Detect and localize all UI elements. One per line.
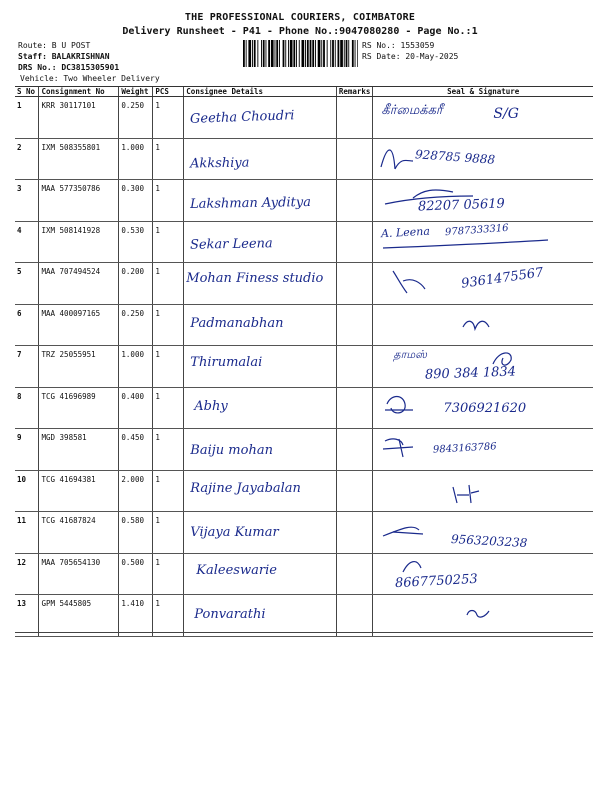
table-row bbox=[15, 553, 593, 595]
consignee-name: Ponvarathi bbox=[194, 607, 266, 622]
cell-sno: 10 bbox=[15, 470, 39, 512]
cell-pcs: 1 bbox=[153, 138, 184, 180]
signature-scribble bbox=[373, 471, 591, 511]
cell-consignee bbox=[184, 512, 337, 554]
cell-signature bbox=[373, 429, 593, 471]
consignee-name: Padmanabhan bbox=[190, 315, 284, 331]
rs-date-label: RS Date: bbox=[362, 52, 401, 61]
cell-sno: 11 bbox=[15, 512, 39, 554]
cell-sno: 3 bbox=[15, 180, 39, 222]
receiver-phone-number: 928785 9888 bbox=[415, 146, 496, 167]
cell-weight: 0.250 bbox=[119, 97, 153, 139]
receiver-phone-number: 9787333316 bbox=[445, 222, 510, 238]
cell-remarks bbox=[336, 304, 373, 346]
cell-signature bbox=[373, 304, 593, 346]
cell-weight: 0.400 bbox=[119, 387, 153, 429]
table-row bbox=[15, 263, 593, 305]
staff-line bbox=[18, 51, 110, 62]
cell-sno: 13 bbox=[15, 595, 39, 637]
cell-remarks bbox=[336, 429, 373, 471]
cell-pcs: 1 bbox=[153, 553, 184, 595]
consignee-name: Lakshman Ayditya bbox=[190, 194, 312, 213]
column-header-signature: Seal & Signature bbox=[373, 87, 593, 97]
consignee-name: Rajine Jayabalan bbox=[190, 480, 301, 496]
cell-consignment: GPM 5445805 bbox=[39, 595, 119, 637]
cell-signature bbox=[373, 180, 593, 222]
rs-date-value: 20-May-2025 bbox=[405, 52, 459, 61]
cell-remarks bbox=[336, 263, 373, 305]
cell-consignment: MAA 707494524 bbox=[39, 263, 119, 305]
cell-sno: 7 bbox=[15, 346, 39, 388]
cell-consignment: IXM 508355801 bbox=[39, 138, 119, 180]
cell-signature bbox=[373, 512, 593, 554]
table-header-row bbox=[15, 87, 593, 97]
cell-consignment: MAA 705654130 bbox=[39, 553, 119, 595]
column-header-consignment: Consignment No bbox=[39, 87, 119, 97]
route-line bbox=[18, 40, 90, 51]
cell-consignee bbox=[184, 263, 337, 305]
cell-signature bbox=[373, 97, 593, 139]
barcode bbox=[243, 40, 358, 67]
drs-label: DRS No.: bbox=[18, 63, 57, 72]
cell-pcs: 1 bbox=[153, 387, 184, 429]
cell-pcs: 1 bbox=[153, 221, 184, 263]
cell-weight: 1.000 bbox=[119, 138, 153, 180]
table-row bbox=[15, 595, 593, 637]
cell-signature bbox=[373, 221, 593, 263]
table-row bbox=[15, 138, 593, 180]
consignee-name: Baiju mohan bbox=[190, 443, 273, 458]
receiver-signature-name: தாமஸ் bbox=[393, 348, 428, 361]
table-row bbox=[15, 387, 593, 429]
cell-consignee bbox=[184, 595, 337, 637]
consignee-name: Mohan Finess studio bbox=[186, 271, 324, 286]
cell-sno: 9 bbox=[15, 429, 39, 471]
signature-scribble bbox=[373, 305, 591, 345]
rs-no-line bbox=[362, 40, 434, 51]
cell-weight: 0.300 bbox=[119, 180, 153, 222]
cell-remarks bbox=[336, 138, 373, 180]
cell-consignee bbox=[184, 470, 337, 512]
runsheet-table bbox=[15, 86, 593, 637]
cell-signature bbox=[373, 387, 593, 429]
receiver-phone-number: 9361475567 bbox=[460, 265, 545, 292]
cell-consignment: IXM 508141928 bbox=[39, 221, 119, 263]
cell-consignment: TRZ 25055951 bbox=[39, 346, 119, 388]
cell-consignee bbox=[184, 180, 337, 222]
table-row bbox=[15, 429, 593, 471]
cell-sno: 8 bbox=[15, 387, 39, 429]
cell-pcs: 1 bbox=[153, 97, 184, 139]
consignee-name: Sekar Leena bbox=[190, 235, 274, 253]
cell-weight: 1.410 bbox=[119, 595, 153, 637]
consignee-name: Vijaya Kumar bbox=[190, 525, 279, 540]
cell-weight: 0.530 bbox=[119, 221, 153, 263]
receiver-signature-name: A. Leena bbox=[381, 224, 431, 240]
cell-pcs: 1 bbox=[153, 304, 184, 346]
cell-weight: 1.000 bbox=[119, 346, 153, 388]
cell-weight: 0.580 bbox=[119, 512, 153, 554]
table-row bbox=[15, 97, 593, 139]
cell-consignee bbox=[184, 138, 337, 180]
signature-scribble bbox=[373, 222, 591, 262]
consignee-name: Thirumalai bbox=[190, 355, 263, 370]
route-label: Route: bbox=[18, 41, 47, 50]
cell-weight: 0.200 bbox=[119, 263, 153, 305]
cell-consignee bbox=[184, 304, 337, 346]
cell-consignee bbox=[184, 346, 337, 388]
route-value: B U POST bbox=[51, 41, 91, 50]
column-header-pcs: PCS bbox=[153, 87, 184, 97]
consignee-name: Abhy bbox=[194, 398, 228, 414]
cell-consignment: KRR 30117101 bbox=[39, 97, 119, 139]
cell-signature bbox=[373, 470, 593, 512]
column-header-sno: S No bbox=[15, 87, 39, 97]
cell-consignment: TCG 41696989 bbox=[39, 387, 119, 429]
cell-sno: 4 bbox=[15, 221, 39, 263]
cell-remarks bbox=[336, 180, 373, 222]
cell-consignee bbox=[184, 553, 337, 595]
cell-signature bbox=[373, 138, 593, 180]
cell-sno: 1 bbox=[15, 97, 39, 139]
table-row bbox=[15, 346, 593, 388]
consignee-name: Akkshiya bbox=[190, 154, 250, 172]
receiver-phone-number: 8667750253 bbox=[395, 571, 479, 591]
signature-scribble bbox=[373, 595, 591, 635]
consignee-name: Geetha Choudri bbox=[190, 108, 295, 127]
vehicle-line bbox=[20, 73, 160, 84]
cell-sno: 6 bbox=[15, 304, 39, 346]
rs-no-label: RS No.: bbox=[362, 41, 396, 50]
cell-weight: 0.250 bbox=[119, 304, 153, 346]
cell-remarks bbox=[336, 346, 373, 388]
rs-no-value: 1553059 bbox=[400, 41, 435, 50]
table-row bbox=[15, 470, 593, 512]
cell-sno: 12 bbox=[15, 553, 39, 595]
cell-pcs: 1 bbox=[153, 263, 184, 305]
receiver-phone-number: 890 384 1834 bbox=[425, 364, 517, 383]
receiver-phone-number: 9843163786 bbox=[433, 441, 498, 456]
drs-value: DC3815305901 bbox=[61, 63, 120, 72]
cell-signature bbox=[373, 595, 593, 637]
cell-pcs: 1 bbox=[153, 429, 184, 471]
consignee-name: Kaleeswarie bbox=[196, 562, 277, 578]
cell-pcs: 1 bbox=[153, 512, 184, 554]
column-header-consignee: Consignee Details bbox=[184, 87, 337, 97]
cell-sno: 2 bbox=[15, 138, 39, 180]
receiver-phone-number: 9563203238 bbox=[451, 532, 529, 550]
cell-consignment: MGD 398581 bbox=[39, 429, 119, 471]
cell-remarks bbox=[336, 221, 373, 263]
cell-consignee bbox=[184, 387, 337, 429]
cell-consignment: TCG 41694381 bbox=[39, 470, 119, 512]
vehicle-label: Vehicle: bbox=[20, 74, 59, 83]
cell-sno: 5 bbox=[15, 263, 39, 305]
cell-weight: 2.000 bbox=[119, 470, 153, 512]
table-row bbox=[15, 180, 593, 222]
cell-consignment: TCG 41687824 bbox=[39, 512, 119, 554]
cell-weight: 0.500 bbox=[119, 553, 153, 595]
rs-date-line bbox=[362, 51, 458, 62]
cell-consignment: MAA 400097165 bbox=[39, 304, 119, 346]
cell-remarks bbox=[336, 512, 373, 554]
cell-remarks bbox=[336, 595, 373, 637]
runsheet-title: Delivery Runsheet - P41 - Phone No.:9047080280 - Page No.:1 bbox=[122, 26, 478, 37]
vehicle-value: Two Wheeler Delivery bbox=[63, 74, 160, 83]
staff-label: Staff: bbox=[18, 52, 47, 61]
drs-line bbox=[18, 62, 119, 73]
staff-value: BALAKRISHNAN bbox=[51, 52, 110, 61]
cell-remarks bbox=[336, 553, 373, 595]
cell-consignment: MAA 577350786 bbox=[39, 180, 119, 222]
cell-signature bbox=[373, 346, 593, 388]
receiver-signature-name: கீர்மைக்கரீ bbox=[381, 103, 443, 118]
cell-pcs: 1 bbox=[153, 180, 184, 222]
table-row bbox=[15, 221, 593, 263]
column-header-weight: Weight bbox=[119, 87, 153, 97]
receiver-phone-number: 82207 05619 bbox=[418, 196, 506, 215]
company-name: THE PROFESSIONAL COURIERS, COIMBATORE bbox=[184, 12, 416, 23]
receiver-phone-number: S/G bbox=[493, 106, 519, 122]
cell-pcs: 1 bbox=[153, 595, 184, 637]
cell-weight: 0.450 bbox=[119, 429, 153, 471]
table-row bbox=[15, 512, 593, 554]
cell-signature bbox=[373, 553, 593, 595]
cell-pcs: 1 bbox=[153, 470, 184, 512]
cell-remarks bbox=[336, 97, 373, 139]
cell-signature bbox=[373, 263, 593, 305]
cell-remarks bbox=[336, 470, 373, 512]
cell-consignee bbox=[184, 221, 337, 263]
cell-consignee bbox=[184, 429, 337, 471]
cell-remarks bbox=[336, 387, 373, 429]
table-bottom-rule bbox=[15, 632, 593, 633]
table-row bbox=[15, 304, 593, 346]
column-header-remarks: Remarks bbox=[336, 87, 373, 97]
cell-pcs: 1 bbox=[153, 346, 184, 388]
cell-consignee bbox=[184, 97, 337, 139]
receiver-phone-number: 7306921620 bbox=[443, 400, 527, 416]
